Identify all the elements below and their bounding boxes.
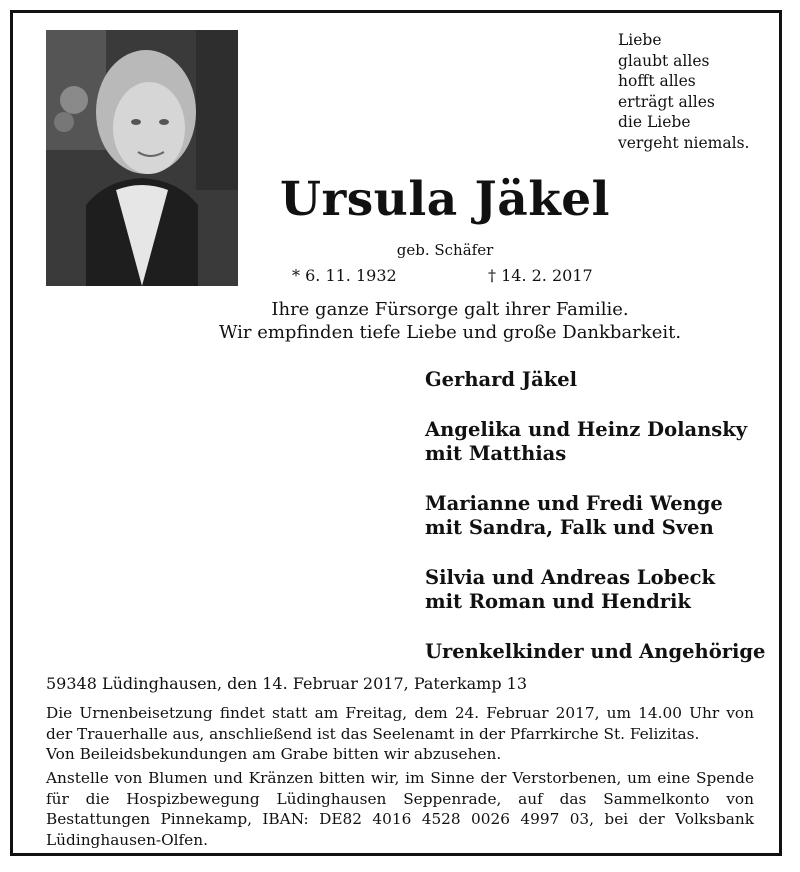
mourner-name: Marianne und Fredi Wenge <box>425 491 723 515</box>
mourner-entry <box>425 492 765 541</box>
mourner-entry <box>425 368 765 393</box>
mourner-name: Silvia und Andreas Lobeck <box>425 565 716 589</box>
tribute-text <box>180 298 720 344</box>
condolence-notice: Von Beileidsbekundungen am Grabe bitten wir abzusehen. <box>46 745 502 763</box>
mourner-name: Gerhard Jäkel <box>425 368 578 391</box>
mourner-name: Angelika und Heinz Dolansky <box>425 417 748 441</box>
poem-line: Liebe <box>618 31 662 49</box>
poem-line: hofft alles <box>618 72 696 90</box>
poem <box>618 30 749 153</box>
mourner-entry <box>425 640 765 665</box>
poem-line: erträgt alles <box>618 92 715 111</box>
birth-date: * 6. 11. 1932 <box>292 266 397 285</box>
funeral-notice: Die Urnenbeisetzung findet statt am Freitag, dem 24. Februar 2017, um 14.00 Uhr von der Trauerhalle aus, anschließend ist das Seelenamt in der Pfarrkirche St. Felizitas. <box>46 704 754 743</box>
poem-line: vergeht niemals. <box>618 133 750 152</box>
deceased-name: Ursula Jäkel <box>279 172 611 227</box>
mourner-relatives: mit Roman und Hendrik <box>425 590 691 613</box>
tribute-line: Ihre ganze Fürsorge galt ihrer Familie. <box>271 299 629 320</box>
mourner-entry <box>425 566 765 615</box>
mourner-entry <box>425 418 765 467</box>
mourner-relatives: mit Sandra, Falk und Sven <box>425 516 714 539</box>
poem-line: die Liebe <box>618 113 691 131</box>
portrait-photo <box>46 30 238 286</box>
maiden-name: geb. Schäfer <box>396 241 494 259</box>
mourners-list <box>425 368 765 664</box>
mourner-relatives: mit Matthias <box>425 442 567 465</box>
mourner-name: Urenkelkinder und Angehörige <box>425 639 766 663</box>
donation-notice: Anstelle von Blumen und Kränzen bitten wir, im Sinne der Verstorbenen, um eine Spende für die Hospizbewegung Lüdinghausen Seppenrade, auf das Sammelkonto von Bestattungen Pinnekamp, IBAN: DE82 4016 4528 0026 4997 03, bei der Volksbank Lüdinghausen-Olfen. <box>46 769 754 849</box>
poem-line: glaubt alles <box>618 51 710 70</box>
place-and-date: 59348 Lüdinghausen, den 14. Februar 2017, Paterkamp 13 <box>46 674 528 693</box>
death-date: † 14. 2. 2017 <box>488 266 593 285</box>
tribute-line: Wir empfinden tiefe Liebe und große Dankbarkeit. <box>218 322 682 343</box>
